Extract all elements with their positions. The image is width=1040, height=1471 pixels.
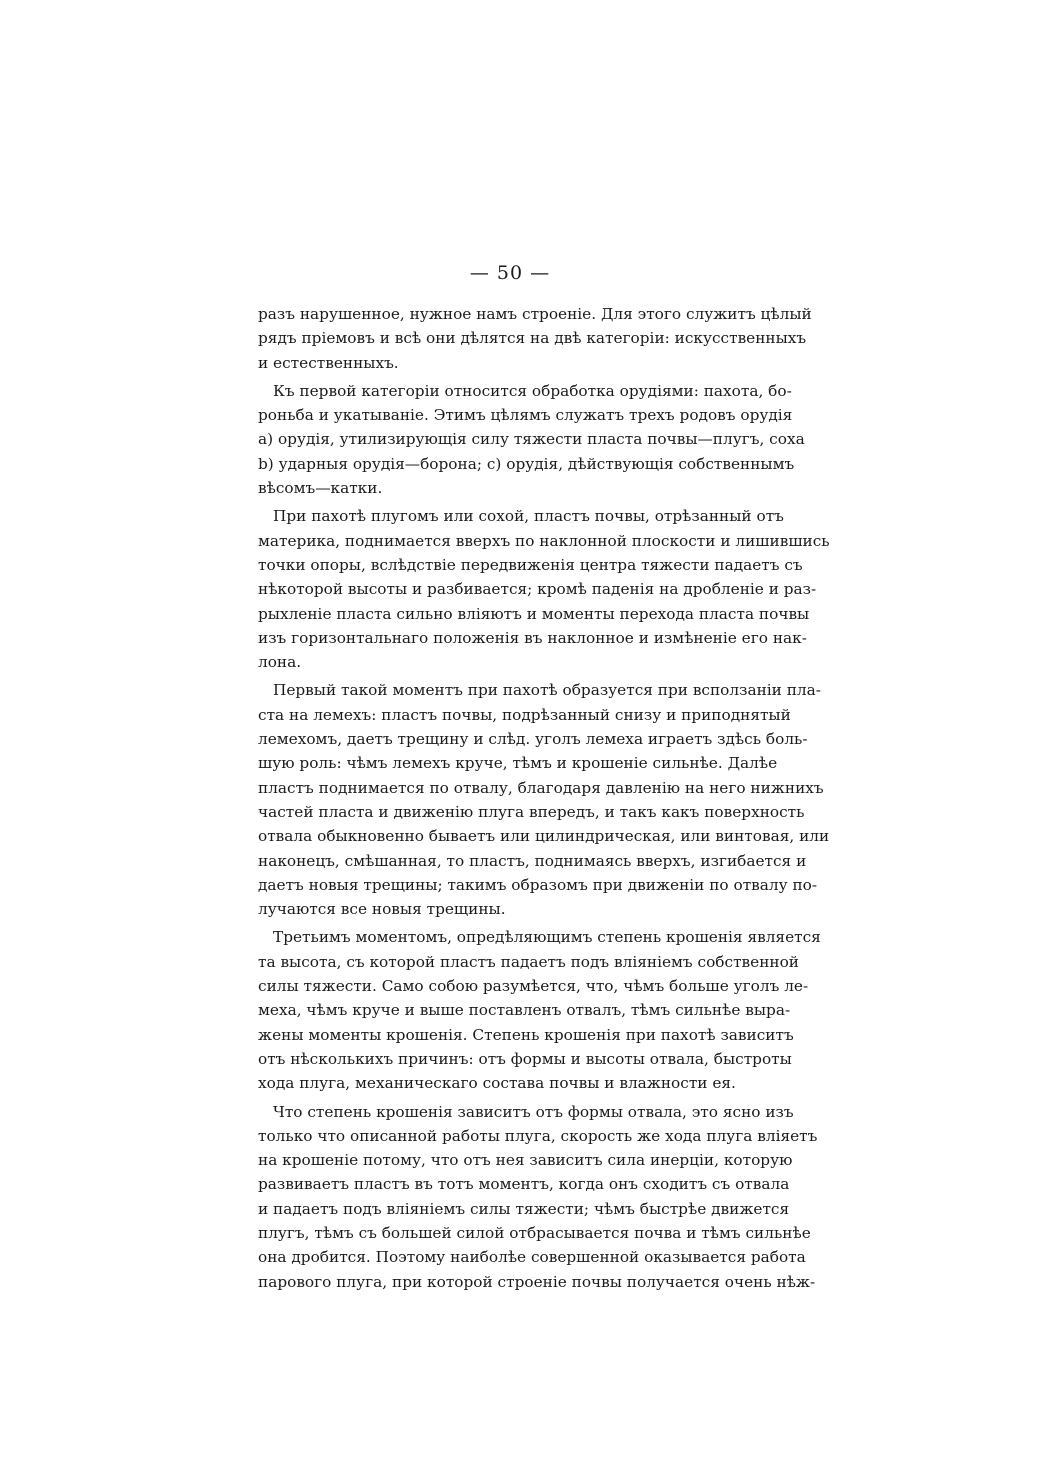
text-line: развиваетъ пластъ въ тотъ моментъ, когда онъ сходитъ съ отвала xyxy=(258,1175,790,1194)
text-line: и падаетъ подъ вліяніемъ силы тяжести; чѣмъ быстрѣе движется xyxy=(258,1199,790,1218)
text-line: b) ударныя орудія—борона; c) орудія, дѣйствующія собственнымъ xyxy=(258,454,795,473)
text-line: отвала обыкновенно бываетъ или цилиндрическая, или винтовая, или xyxy=(258,827,830,846)
text-line: частей пласта и движенію плуга впередъ, и такъ какъ поверхность xyxy=(258,802,805,821)
body-text xyxy=(258,302,830,1294)
paragraph xyxy=(258,925,821,1095)
text-line: меха, чѣмъ круче и выше поставленъ отвалъ, тѣмъ сильнѣе выра- xyxy=(258,1001,791,1020)
text-line: роньба и укатываніе. Этимъ цѣлямъ служатъ трехъ родовъ орудія xyxy=(258,406,793,425)
text-line: лучаются все новыя трещины. xyxy=(258,900,506,919)
text-line: лемехомъ, даетъ трещину и слѣд. уголъ лемеха играетъ здѣсь боль- xyxy=(258,730,808,749)
text-line: только что описанной работы плуга, скорость же хода плуга вліяетъ xyxy=(258,1126,818,1145)
text-line: та высота, съ которой пластъ падаетъ подъ вліяніемъ собственной xyxy=(258,952,800,971)
text-line: рядъ пріемовъ и всѣ они дѣлятся на двѣ категоріи: искусственныхъ xyxy=(258,329,807,348)
paragraph xyxy=(258,504,830,674)
paragraph xyxy=(258,302,812,375)
text-line: Что степень крошенія зависитъ отъ формы отвала, это ясно изъ xyxy=(273,1102,794,1121)
text-line: Третьимъ моментомъ, опредѣляющимъ степень крошенія является xyxy=(273,928,821,947)
text-line: на крошеніе потому, что отъ нея зависитъ сила инерціи, которую xyxy=(258,1151,793,1170)
text-line: При пахотѣ плугомъ или сохой, пластъ почвы, отрѣзанный отъ xyxy=(273,507,784,526)
text-line: разъ нарушенное, нужное намъ строеніе. Для этого служитъ цѣлый xyxy=(258,305,812,323)
text-line: вѣсомъ—катки. xyxy=(258,479,383,498)
text-line: точки опоры, вслѣдствіе передвиженія центра тяжести падаетъ съ xyxy=(258,555,803,574)
text-line: силы тяжести. Само собою разумѣется, что, чѣмъ больше уголъ ле- xyxy=(258,977,809,996)
text-line: даетъ новыя трещины; такимъ образомъ при движеніи по отвалу по- xyxy=(258,875,818,894)
text-line: материка, поднимается вверхъ по наклонной плоскости и лишившись xyxy=(258,531,830,550)
text-line: жены моменты крошенія. Степень крошенія при пахотѣ зависитъ xyxy=(258,1025,794,1044)
text-line: лона. xyxy=(258,653,302,672)
text-line: парового плуга, при которой строеніе почвы получается очень нѣж- xyxy=(258,1272,816,1291)
page-number: — 50 — xyxy=(469,262,551,284)
text-line: изъ горизонтальнаго положенія въ наклонное и измѣненіе его нак- xyxy=(258,628,807,647)
text-line: шую роль: чѣмъ лемехъ круче, тѣмъ и крошеніе сильнѣе. Далѣе xyxy=(258,754,778,773)
text-line: нѣкоторой высоты и разбивается; кромѣ паденія на дробленіе и раз- xyxy=(258,580,817,599)
text-line: ста на лемехъ: пластъ почвы, подрѣзанный снизу и приподнятый xyxy=(258,705,791,724)
text-line: и естественныхъ. xyxy=(258,353,399,372)
paragraph xyxy=(258,379,805,500)
paragraph xyxy=(258,678,830,921)
text-line: Первый такой моментъ при пахотѣ образуется при всползаніи пла- xyxy=(273,681,821,700)
paragraph xyxy=(258,1100,818,1294)
text-line: наконецъ, смѣшанная, то пластъ, поднимаясь вверхъ, изгибается и xyxy=(258,851,807,870)
text-line: рыхленіе пласта сильно вліяютъ и моменты перехода пласта почвы xyxy=(258,604,810,623)
text-line: пластъ поднимается по отвалу, благодаря давленію на него нижнихъ xyxy=(258,778,824,797)
text-line: плугъ, тѣмъ съ большей силой отбрасывается почва и тѣмъ сильнѣе xyxy=(258,1223,811,1242)
text-line: a) орудія, утилизирующія силу тяжести пласта почвы—плугъ, соха xyxy=(258,430,805,449)
text-line: она дробится. Поэтому наиболѣе совершенной оказывается работа xyxy=(258,1248,806,1267)
text-line: Къ первой категоріи относится обработка орудіями: пахота, бо- xyxy=(273,381,792,400)
text-line: хода плуга, механическаго состава почвы и влажности ея. xyxy=(258,1074,736,1093)
text-line: отъ нѣсколькихъ причинъ: отъ формы и высоты отвала, быстроты xyxy=(258,1049,792,1068)
